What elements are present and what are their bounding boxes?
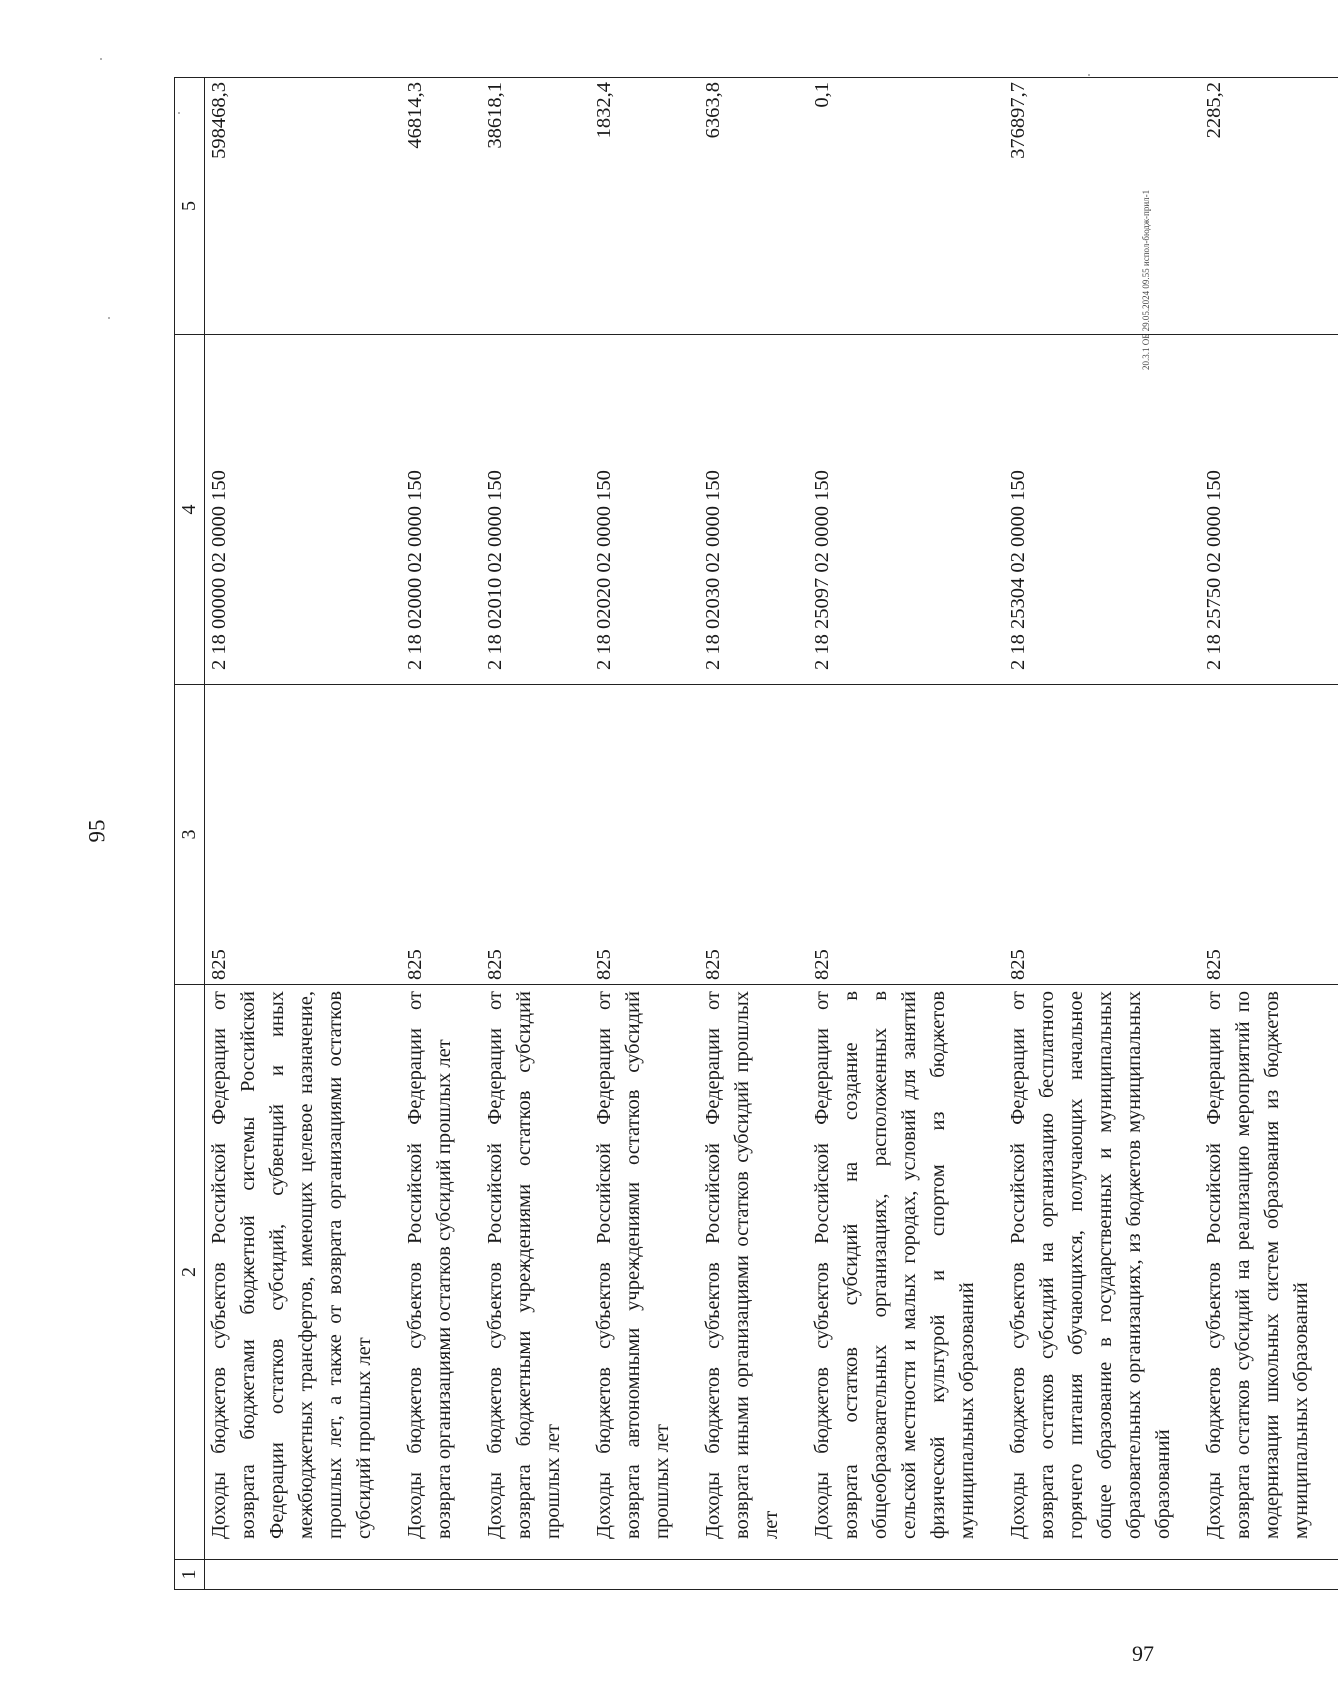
amount-cell: 0,1 [808,78,1004,335]
admin-code-cell: 825 [808,685,1004,985]
scan-speck [100,58,102,60]
amount-cell: 38618,1 [481,78,590,335]
column-header-2: 2 [175,985,205,1560]
admin-code-cell: 825 [590,685,699,985]
budget-code-cell: 2 18 02010 02 0000 150 [481,335,590,685]
table-row [1200,78,1338,1590]
row-empty-cell [1004,1560,1200,1590]
table-row [808,78,1004,1590]
admin-code-cell: 825 [699,685,808,985]
income-name-cell: Доходы бюджетов субъектов Российской Федерации от возврата автономными учреждениями остатков субсидий прошлых лет [590,985,699,1560]
income-name-cell: Доходы бюджетов субъектов Российской Федерации от возврата остатков субсидий на организацию бесплатного горячего питания обучающихся, получающих начальное общее образование в государственных и муниципальных образовательных организациях, из бюджетов муниципальных образований [1004,985,1200,1560]
budget-code-cell: 2 18 02020 02 0000 150 [590,335,699,685]
income-name-cell: Доходы бюджетов субъектов Российской Федерации от возврата остатков субсидий на создание в общеобразовательных организациях, расположенных в сельской местности и малых городах, условий для занятий физической культурой и спортом из бюджетов муниципальных образований [808,985,1004,1560]
table-header-row [175,78,205,1590]
column-header-1: 1 [175,1560,205,1590]
row-empty-cell [590,1560,699,1590]
income-name-cell: Доходы бюджетов субъектов Российской Федерации от возврата бюджетными учреждениями остатков субсидий прошлых лет [481,985,590,1560]
table-row [699,78,808,1590]
income-name-cell: Доходы бюджетов субъектов Российской Федерации от возврата иными организациями остатков субсидий прошлых лет [699,985,808,1560]
admin-code-cell: 825 [481,685,590,985]
page-number-bottom: 97 [1132,1641,1154,1666]
row-empty-cell [1200,1560,1338,1590]
column-header-3: 3 [175,685,205,985]
budget-code-cell: 2 18 25304 02 0000 150 [1004,335,1200,685]
income-name-cell: Доходы бюджетов субъектов Российской Федерации от возврата остатков субсидий на реализацию мероприятий по модернизации школьных систем образования из бюджетов муниципальных образований [1200,985,1338,1560]
row-empty-cell [481,1560,590,1590]
column-header-5: 5 [175,78,205,335]
budget-code-cell: 2 18 25750 02 0000 150 [1200,335,1338,685]
income-table [174,77,1338,1590]
budget-code-cell: 2 18 00000 02 0000 150 [205,335,402,685]
budget-code-cell: 2 18 25097 02 0000 150 [808,335,1004,685]
table-row [590,78,699,1590]
admin-code-cell: 825 [1200,685,1338,985]
admin-code-cell: 825 [401,685,481,985]
amount-cell: 376897,7 [1004,78,1200,335]
table-row [205,78,402,1590]
admin-code-cell: 825 [1004,685,1200,985]
column-header-4: 4 [175,335,205,685]
income-name-cell: Доходы бюджетов субъектов Российской Федерации от возврата организациями остатков субсидий прошлых лет [401,985,481,1560]
budget-code-cell: 2 18 02030 02 0000 150 [699,335,808,685]
table-row [401,78,481,1590]
scan-speck [1088,74,1090,76]
page-number-top: 95 [84,819,110,843]
row-empty-cell [401,1560,481,1590]
row-empty-cell [808,1560,1004,1590]
amount-cell: 6363,8 [699,78,808,335]
table-row [481,78,590,1590]
table-row [1004,78,1200,1590]
scan-speck [108,317,110,319]
row-empty-cell [699,1560,808,1590]
admin-code-cell: 825 [205,685,402,985]
amount-cell: 2285,2 [1200,78,1338,335]
amount-cell: 598468,3 [205,78,402,335]
budget-code-cell: 2 18 02000 02 0000 150 [401,335,481,685]
row-empty-cell [205,1560,402,1590]
document-footer-code: 20.3.1 ОБ 29.05.2024 09.55 испол-бюдж-прил-1 [1141,189,1151,370]
amount-cell: 46814,3 [401,78,481,335]
amount-cell: 1832,4 [590,78,699,335]
income-name-cell: Доходы бюджетов субъектов Российской Федерации от возврата бюджетами бюджетной системы Российской Федерации остатков субсидий, субвенций и иных межбюджетных трансфертов, имеющих целевое назначение, прошлых лет, а также от возврата организациями остатков субсидий прошлых лет [205,985,402,1560]
